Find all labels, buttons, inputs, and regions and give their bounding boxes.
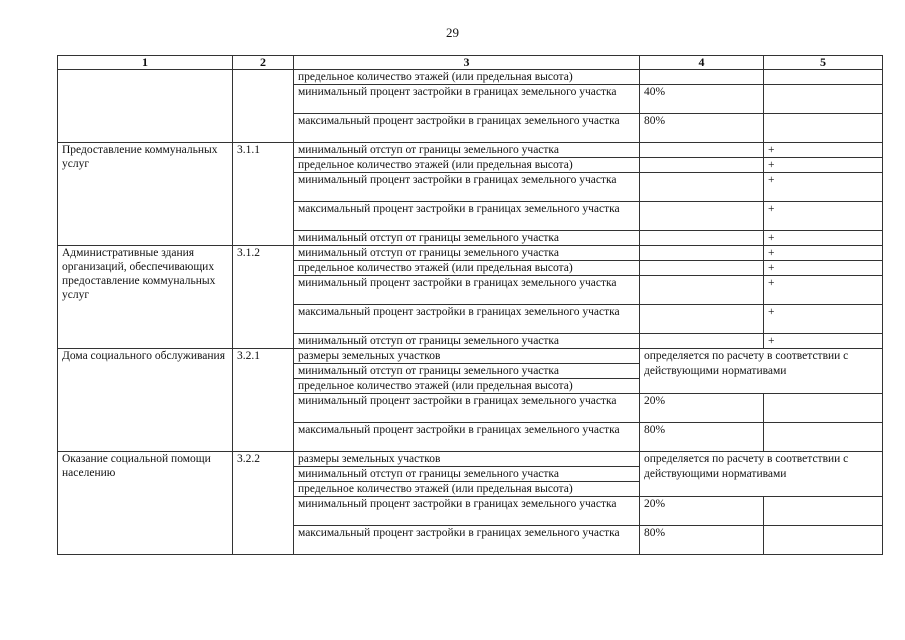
- header-row: [58, 56, 883, 70]
- value-cell: [640, 334, 764, 349]
- parameter-cell: минимальный процент застройки в границах земельного участка: [294, 85, 640, 114]
- value-cell: [764, 85, 883, 114]
- value-cell: [640, 276, 764, 305]
- use-code-cell: 3.1.2: [233, 246, 294, 349]
- table-row: [58, 143, 883, 158]
- parameter-cell: минимальный отступ от границы земельного участка: [294, 364, 640, 379]
- value-cell: 20%: [640, 394, 764, 423]
- use-code-cell: 3.2.1: [233, 349, 294, 452]
- parameter-cell: максимальный процент застройки в границах земельного участка: [294, 526, 640, 555]
- value-cell: [764, 70, 883, 85]
- parameter-cell: предельное количество этажей (или предельная высота): [294, 482, 640, 497]
- parameter-cell: предельное количество этажей (или предельная высота): [294, 158, 640, 173]
- value-cell: [640, 143, 764, 158]
- parameter-cell: максимальный процент застройки в границах земельного участка: [294, 423, 640, 452]
- parameter-cell: минимальный процент застройки в границах земельного участка: [294, 394, 640, 423]
- column-header: 2: [233, 56, 294, 70]
- column-header: 5: [764, 56, 883, 70]
- value-cell: [764, 423, 883, 452]
- merged-note-cell: определяется по расчету в соответствии с действующими нормативами: [640, 349, 883, 394]
- use-code-cell: 3.2.2: [233, 452, 294, 555]
- value-cell: +: [764, 261, 883, 276]
- use-type-cell: Дома социального обслуживания: [58, 349, 233, 452]
- parameter-cell: предельное количество этажей (или предельная высота): [294, 379, 640, 394]
- parameter-cell: размеры земельных участков: [294, 452, 640, 467]
- use-type-cell: Оказание социальной помощи населению: [58, 452, 233, 555]
- value-cell: [764, 394, 883, 423]
- value-cell: +: [764, 276, 883, 305]
- use-type-cell: [58, 70, 233, 143]
- value-cell: 80%: [640, 526, 764, 555]
- column-header: 1: [58, 56, 233, 70]
- value-cell: [640, 202, 764, 231]
- value-cell: +: [764, 173, 883, 202]
- table-row: [58, 452, 883, 467]
- value-cell: 80%: [640, 114, 764, 143]
- column-header: 4: [640, 56, 764, 70]
- value-cell: [640, 231, 764, 246]
- parameter-cell: минимальный отступ от границы земельного участка: [294, 246, 640, 261]
- value-cell: [764, 526, 883, 555]
- value-cell: [640, 261, 764, 276]
- parameter-cell: минимальный отступ от границы земельного участка: [294, 334, 640, 349]
- value-cell: [764, 114, 883, 143]
- parameter-cell: максимальный процент застройки в границах земельного участка: [294, 305, 640, 334]
- table-row: [58, 70, 883, 85]
- table-row: [58, 349, 883, 364]
- parameter-cell: минимальный отступ от границы земельного участка: [294, 143, 640, 158]
- parameter-cell: предельное количество этажей (или предельная высота): [294, 70, 640, 85]
- value-cell: +: [764, 202, 883, 231]
- value-cell: +: [764, 305, 883, 334]
- value-cell: 40%: [640, 85, 764, 114]
- value-cell: +: [764, 231, 883, 246]
- value-cell: +: [764, 143, 883, 158]
- merged-note-cell: определяется по расчету в соответствии с действующими нормативами: [640, 452, 883, 497]
- parameter-cell: предельное количество этажей (или предельная высота): [294, 261, 640, 276]
- use-code-cell: [233, 70, 294, 143]
- value-cell: [640, 158, 764, 173]
- use-type-cell: Предоставление коммунальных услуг: [58, 143, 233, 246]
- parameter-cell: минимальный отступ от границы земельного участка: [294, 231, 640, 246]
- value-cell: [640, 70, 764, 85]
- value-cell: [640, 246, 764, 261]
- table-row: [58, 246, 883, 261]
- use-type-cell: Административные здания организаций, обеспечивающих предоставление коммунальных услуг: [58, 246, 233, 349]
- value-cell: [640, 173, 764, 202]
- parameter-cell: минимальный процент застройки в границах земельного участка: [294, 497, 640, 526]
- value-cell: 20%: [640, 497, 764, 526]
- parameter-cell: максимальный процент застройки в границах земельного участка: [294, 202, 640, 231]
- parameter-cell: минимальный процент застройки в границах земельного участка: [294, 276, 640, 305]
- value-cell: 80%: [640, 423, 764, 452]
- column-header: 3: [294, 56, 640, 70]
- parameter-cell: размеры земельных участков: [294, 349, 640, 364]
- value-cell: [764, 497, 883, 526]
- value-cell: +: [764, 158, 883, 173]
- parameter-cell: минимальный отступ от границы земельного участка: [294, 467, 640, 482]
- value-cell: +: [764, 246, 883, 261]
- parameter-cell: минимальный процент застройки в границах земельного участка: [294, 173, 640, 202]
- parameter-cell: максимальный процент застройки в границах земельного участка: [294, 114, 640, 143]
- page-number: 29: [446, 25, 459, 40]
- use-code-cell: 3.1.1: [233, 143, 294, 246]
- value-cell: [640, 305, 764, 334]
- zoning-parameters-table: [57, 55, 883, 555]
- value-cell: +: [764, 334, 883, 349]
